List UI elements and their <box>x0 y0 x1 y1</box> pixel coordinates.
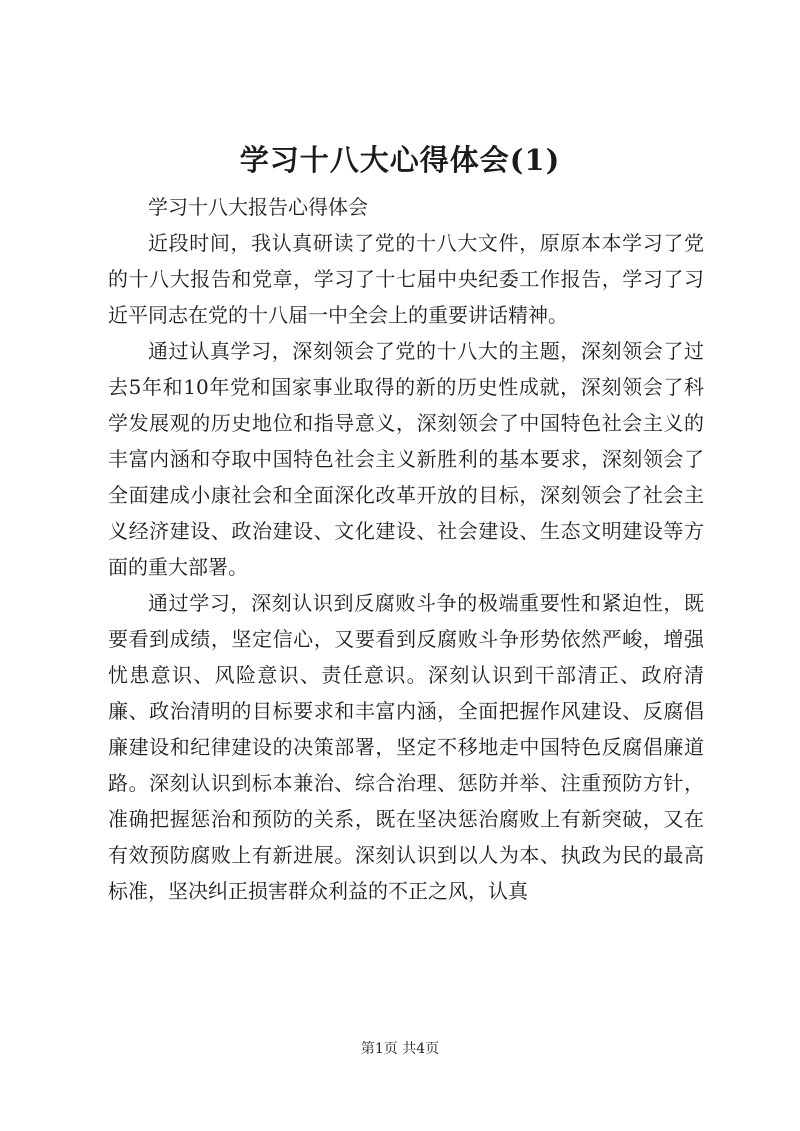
body-paragraph: 近段时间，我认真研读了党的十八大文件，原原本本学习了党的十八大报告和党章，学习了十七届中央纪委工作报告，学习了习近平同志在党的十八届一中全会上的重要讲话精神。 <box>108 231 704 327</box>
document-body <box>108 189 704 909</box>
body-paragraph: 通过学习，深刻认识到反腐败斗争的极端重要性和紧迫性，既要看到成绩，坚定信心，又要看到反腐败斗争形势依然严峻，增强忧患意识、风险意识、责任意识。深刻认识到干部清正、政府清廉、政治清明的目标要求和丰富内涵，全面把握作风建设、反腐倡廉建设和纪律建设的决策部署，坚定不移地走中国特色反腐倡廉道路。深刻认识到标本兼治、综合治理、惩防并举、注重预防方针，准确把握惩治和预防的关系，既在坚决惩治腐败上有新突破，又在有效预防腐败上有新进展。深刻认识到以人为本、执政为民的最高标准，坚决纠正损害群众利益的不正之风，认真 <box>108 591 704 903</box>
document-title: 学习十八大心得体会(1) <box>239 143 561 177</box>
subtitle-paragraph: 学习十八大报告心得体会 <box>148 195 368 219</box>
page-number-footer: 第1页 共4页 <box>360 1041 440 1057</box>
body-paragraph: 通过认真学习，深刻领会了党的十八大的主题，深刻领会了过去5年和10年党和国家事业取得的新的历史性成就，深刻领会了科学发展观的历史地位和指导意义，深刻领会了中国特色社会主义的丰富内涵和夺取中国特色社会主义新胜利的基本要求，深刻领会了全面建成小康社会和全面深化改革开放的目标，深刻领会了社会主义经济建设、政治建设、文化建设、社会建设、生态文明建设等方面的重大部署。 <box>108 339 704 579</box>
